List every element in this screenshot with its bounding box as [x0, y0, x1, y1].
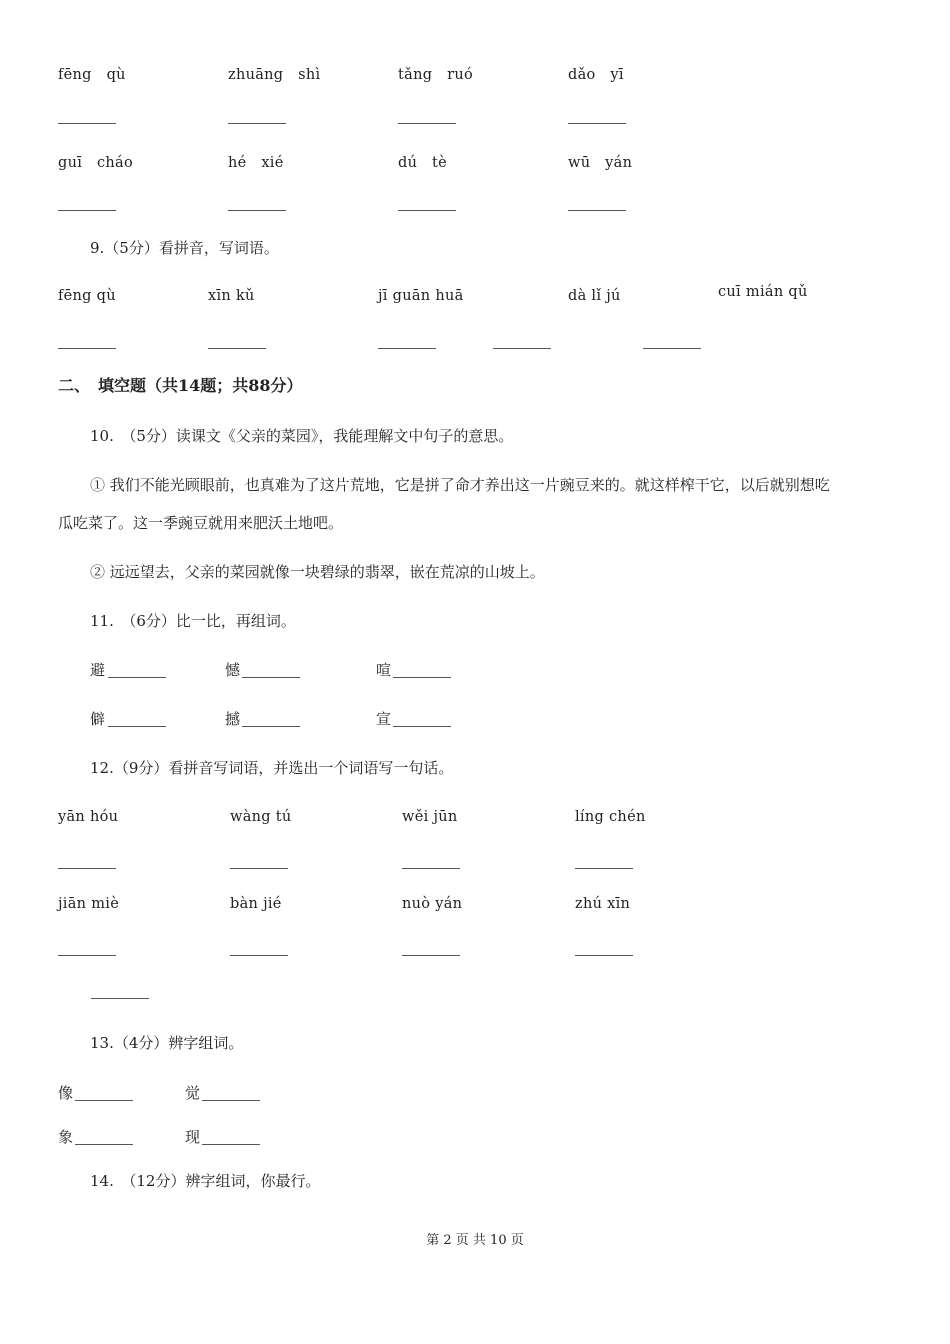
char-item: 憾: [225, 661, 241, 679]
question-9-title: 9.（5分）看拼音，写词语。: [90, 239, 279, 257]
answer-blank[interactable]: [228, 123, 286, 124]
answer-blank[interactable]: [398, 123, 456, 124]
answer-blank[interactable]: [58, 955, 116, 956]
answer-blank[interactable]: [575, 955, 633, 956]
question-14-title: 14. （12分）辨字组词，你最行。: [90, 1172, 321, 1190]
answer-blank[interactable]: [568, 123, 626, 124]
answer-blank[interactable]: [108, 677, 166, 678]
answer-blank[interactable]: [575, 868, 633, 869]
char-item: 觉: [185, 1084, 201, 1102]
answer-blank[interactable]: [242, 726, 300, 727]
pinyin-item: dà lǐ jú: [568, 288, 621, 304]
pinyin-item: guī cháo: [58, 155, 133, 171]
answer-blank[interactable]: [58, 123, 116, 124]
answer-blank[interactable]: [378, 348, 436, 349]
char-item: 喧: [376, 661, 392, 679]
pinyin-item: wěi jūn: [402, 809, 458, 825]
char-item: 像: [58, 1084, 74, 1102]
answer-blank[interactable]: [242, 677, 300, 678]
pinyin-item: líng chén: [575, 809, 646, 825]
char-item: 撼: [225, 710, 241, 728]
sentence-answer-blank[interactable]: [91, 998, 149, 999]
pinyin-item: nuò yán: [402, 896, 463, 912]
pinyin-item: cuī mián qǔ: [718, 284, 808, 300]
question-13-title: 13.（4分）辨字组词。: [90, 1034, 244, 1052]
pinyin-item: wàng tú: [230, 809, 292, 825]
pinyin-item: bàn jié: [230, 896, 282, 912]
answer-blank[interactable]: [75, 1100, 133, 1101]
sentence-1-line-1: ① 我们不能光顾眼前，也真难为了这片荒地，它是拼了命才养出这一片豌豆来的。就这样榨干它，以后就别想吃: [90, 476, 830, 494]
question-10-title: 10. （5分）读课文《父亲的菜园》，我能理解文中句子的意思。: [90, 427, 514, 445]
answer-blank[interactable]: [228, 210, 286, 211]
question-12-title: 12.（9分）看拼音写词语，并选出一个词语写一句话。: [90, 759, 454, 777]
answer-blank[interactable]: [202, 1144, 260, 1145]
answer-blank[interactable]: [75, 1144, 133, 1145]
char-item: 僻: [90, 710, 106, 728]
answer-blank[interactable]: [208, 348, 266, 349]
answer-blank[interactable]: [398, 210, 456, 211]
answer-blank[interactable]: [643, 348, 701, 349]
answer-blank[interactable]: [393, 726, 451, 727]
char-item: 避: [90, 661, 106, 679]
pinyin-item: fēng qù: [58, 67, 126, 83]
sentence-2: ② 远远望去，父亲的菜园就像一块碧绿的翡翠，嵌在荒凉的山坡上。: [90, 563, 545, 581]
sentence-1-line-2: 瓜吃菜了。这一季豌豆就用来肥沃土地吧。: [58, 514, 344, 532]
pinyin-item: yān hóu: [58, 809, 119, 825]
pinyin-item: xīn kǔ: [208, 288, 255, 304]
pinyin-item: zhú xīn: [575, 896, 631, 912]
answer-blank[interactable]: [58, 348, 116, 349]
pinyin-item: dǎo yī: [568, 67, 624, 83]
answer-blank[interactable]: [402, 955, 460, 956]
section-heading: 二、 填空题（共14题；共88分）: [58, 376, 303, 395]
pinyin-item: fēng qù: [58, 288, 116, 304]
char-item: 象: [58, 1128, 74, 1146]
pinyin-item: dú tè: [398, 155, 448, 171]
answer-blank[interactable]: [230, 868, 288, 869]
answer-blank[interactable]: [568, 210, 626, 211]
pinyin-item: zhuāng shì: [228, 67, 321, 83]
question-11-title: 11. （6分）比一比，再组词。: [90, 612, 296, 630]
pinyin-item: jiān miè: [58, 896, 120, 912]
answer-blank[interactable]: [108, 726, 166, 727]
page-footer: 第 2 页 共 10 页: [426, 1233, 524, 1248]
pinyin-item: jī guān huā: [378, 288, 464, 304]
answer-blank[interactable]: [230, 955, 288, 956]
pinyin-item: hé xié: [228, 155, 284, 171]
pinyin-item: wū yán: [568, 155, 633, 171]
answer-blank[interactable]: [393, 677, 451, 678]
answer-blank[interactable]: [402, 868, 460, 869]
char-item: 宣: [376, 710, 392, 728]
answer-blank[interactable]: [493, 348, 551, 349]
answer-blank[interactable]: [58, 210, 116, 211]
answer-blank[interactable]: [58, 868, 116, 869]
pinyin-item: tǎng ruó: [398, 67, 473, 83]
char-item: 现: [185, 1128, 201, 1146]
answer-blank[interactable]: [202, 1100, 260, 1101]
